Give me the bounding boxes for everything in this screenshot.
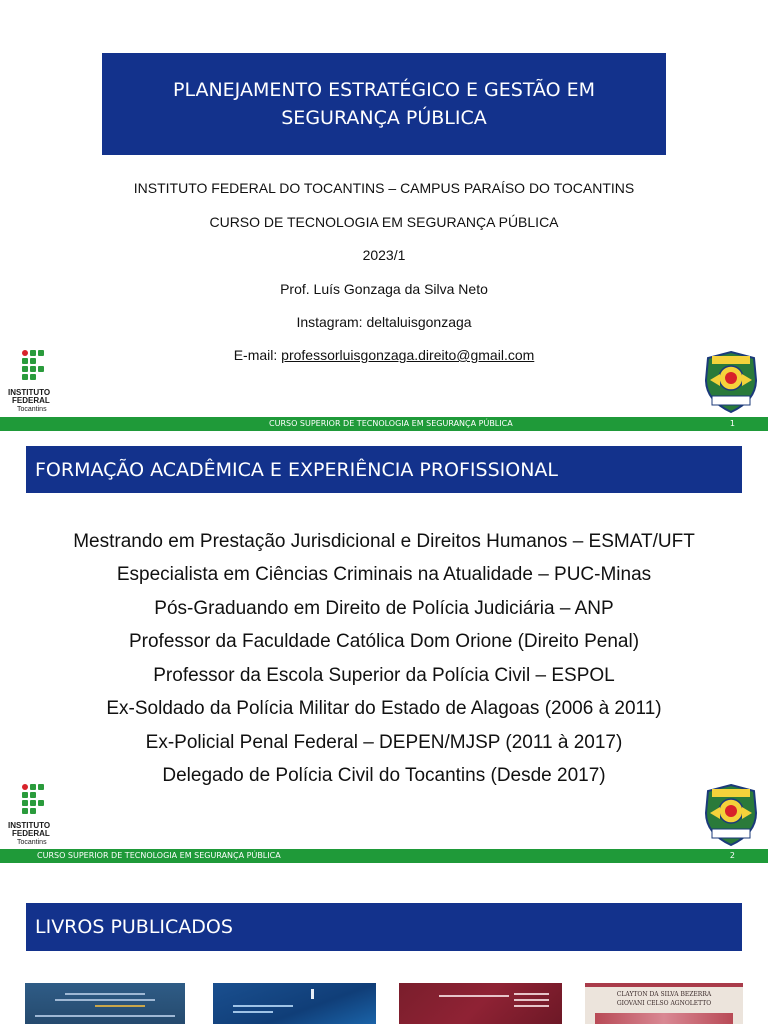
- if-logo-text2: FEDERAL: [12, 396, 50, 405]
- book-cover-2: [213, 983, 376, 1024]
- credential-item: Ex-Soldado da Polícia Militar do Estado de Alagoas (2006 à 2011): [106, 698, 662, 719]
- slide1-title-line2: SEGURANÇA PÚBLICA: [281, 107, 487, 129]
- slide2-page-number: 2: [729, 851, 735, 860]
- slide1-footer-bar: [0, 417, 768, 431]
- police-badge-icon: [702, 783, 760, 847]
- if-logo: [8, 784, 68, 854]
- if-logo-text3: Tocantins: [17, 406, 47, 413]
- if-logo-text1: INSTITUTO: [8, 388, 51, 397]
- credential-item: Pós-Graduando em Direito de Polícia Judiciária – ANP: [154, 598, 614, 619]
- slide2-title-box: [26, 446, 742, 493]
- email-line: [0, 347, 768, 363]
- credential-item: Especialista em Ciências Criminais na Atualidade – PUC-Minas: [116, 564, 652, 585]
- credential-item: Delegado de Polícia Civil do Tocantins (Desde 2017): [162, 765, 606, 786]
- slide3-title: LIVROS PUBLICADOS: [35, 916, 233, 938]
- term: 2023/1: [362, 247, 406, 263]
- credential-item: Professor da Faculdade Católica Dom Orione (Direito Penal): [128, 631, 640, 652]
- instagram-handle: Instagram: deltaluisgonzaga: [296, 314, 472, 330]
- book-cover-3: [399, 983, 562, 1024]
- book-cover-1: [25, 983, 185, 1024]
- slide1-title-line1: PLANEJAMENTO ESTRATÉGICO E GESTÃO EM: [172, 79, 596, 101]
- book4-author2: GIOVANI CELSO AGNOLETTO: [616, 1000, 712, 1007]
- email-link[interactable]: professorluisgonzaga.direito@gmail.com: [281, 347, 535, 363]
- if-logo-text3: Tocantins: [17, 839, 47, 846]
- book-cover-4: [585, 983, 743, 1024]
- if-logo-text1: INSTITUTO: [8, 821, 51, 830]
- police-badge-icon: [702, 350, 760, 414]
- credential-item: Professor da Escola Superior da Polícia Civil – ESPOL: [153, 665, 615, 686]
- if-logo-text2: FEDERAL: [12, 829, 50, 838]
- credential-item: Ex-Policial Penal Federal – DEPEN/MJSP (2011 à 2017): [145, 732, 623, 753]
- slide2-footer-text: CURSO SUPERIOR DE TECNOLOGIA EM SEGURANÇA PÚBLICA: [37, 851, 281, 860]
- email-label: E-mail:: [233, 347, 282, 363]
- professor-name: Prof. Luís Gonzaga da Silva Neto: [280, 281, 488, 297]
- credential-item: Mestrando em Prestação Jurisdicional e Direitos Humanos – ESMAT/UFT: [73, 531, 695, 552]
- book4-author1: CLAYTON DA SILVA BEZERRA: [616, 991, 712, 998]
- course-name: CURSO DE TECNOLOGIA EM SEGURANÇA PÚBLICA: [209, 214, 559, 230]
- institution-name: INSTITUTO FEDERAL DO TOCANTINS – CAMPUS PARAÍSO DO TOCANTINS: [133, 180, 635, 196]
- slide1-title-box: [102, 53, 666, 155]
- slide3-title-box: [26, 903, 742, 951]
- slide2-title: FORMAÇÃO ACADÊMICA E EXPERIÊNCIA PROFISSIONAL: [35, 458, 559, 481]
- if-logo: [8, 350, 68, 420]
- slide1-page-number: 1: [729, 419, 735, 428]
- slide1-footer-text: CURSO SUPERIOR DE TECNOLOGIA EM SEGURANÇA PÚBLICA: [269, 419, 513, 428]
- slide2-footer-bar: [0, 849, 768, 863]
